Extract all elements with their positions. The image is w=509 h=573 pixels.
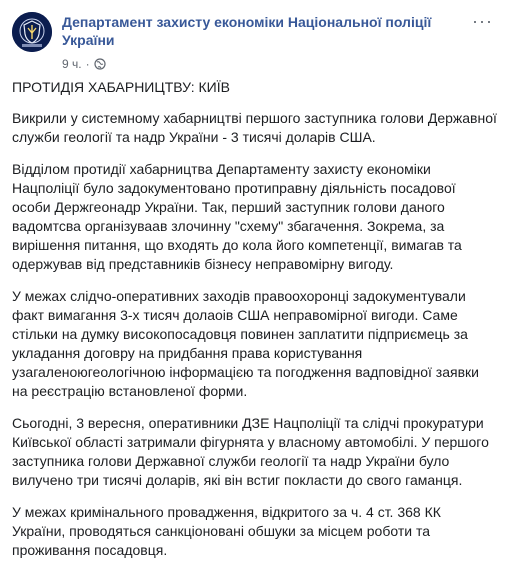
post-paragraph: Викрили у системному хабарництві першого заступника голови Державної служби геології та надр України - 3 тисячі доларів США.: [12, 110, 497, 145]
post-paragraph: Сьогодні, 3 вересня, оперативники ДЗЕ Нацполіції та слідчі прокуратури Київської області затримали фігурнята у власному автомобілі. У першого заступника голови Державної служби геології та надр України було вилучено три тисячі доларів, які він встиг покласти до свого гаманця.: [12, 415, 489, 488]
police-emblem-icon[interactable]: [12, 12, 52, 52]
page-name-link[interactable]: Департамент захисту економіки Національної поліції України: [62, 14, 432, 48]
globe-icon: [94, 58, 106, 70]
post-paragraph: У межах слідчо-оперативних заходів правоохоронці задокументували факт вимагання 3-х тисяч долаоів США неправомірної вигоди. Саме стільки на думку високопосадовця повинен заплатити підприємець за укладання договру на придбання права користування узагаленоюгеологічною інформацією та погодження вадповідної заявки на реєстрацію встановленої форми.: [12, 288, 479, 399]
post-title: ПРОТИДІЯ ХАБАРНИЦТВУ: КИЇВ: [12, 79, 230, 95]
meta-separator: ·: [85, 57, 90, 71]
post-header: [12, 10, 497, 70]
more-options-icon[interactable]: ···: [472, 11, 493, 31]
post-timestamp[interactable]: 9 ч.: [62, 57, 82, 71]
post-body: [12, 78, 497, 573]
post-meta: [62, 57, 106, 71]
post-paragraph: У межах кримінального провадження, відкритого за ч. 4 ст. 368 КК України, проводяться санкціоновані обшуки за місцем роботи та проживання посадовця.: [12, 504, 441, 558]
post-paragraph: Відділом протидії хабарництва Департаменту захисту економіки Нацполіції було задокументовано протиправну діяльність посадової особи Держгеонадр України. Так, перший заступник голови даного вадомтсва організуваав злочинну "схему" збагачення. Зокрема, за вирішення питання, що входять до кола його компетенції, вимагав та одержував від представників бізнесу неправомірну вигоду.: [12, 161, 462, 272]
